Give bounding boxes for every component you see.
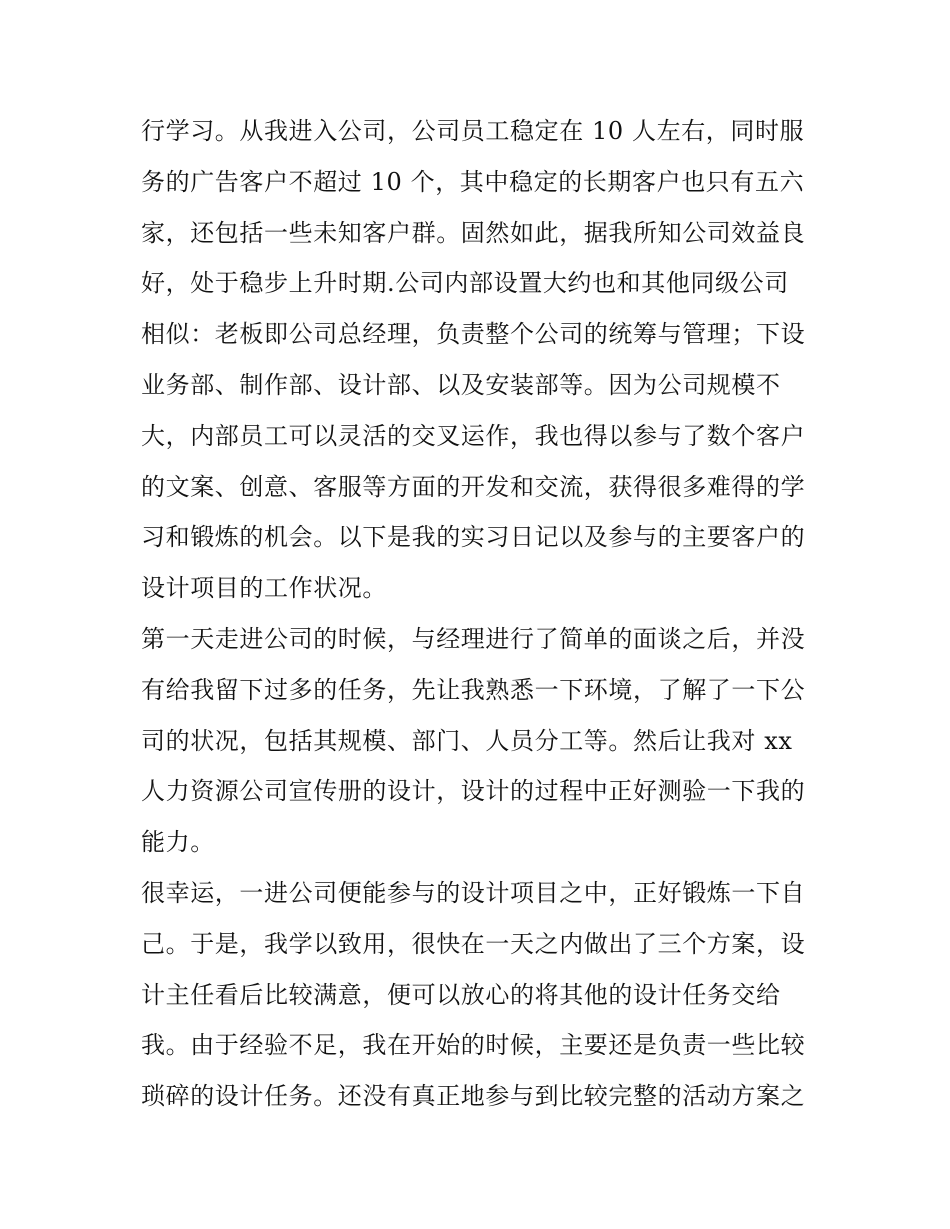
text-line: 人力资源公司宣传册的设计，设计的过程中正好测验一下我的 <box>141 777 806 806</box>
text-line: 设计项目的工作状况。 <box>141 574 387 603</box>
text-line: 司的状况，包括其规模、部门、人员分工等。然后让我对 xx <box>141 726 793 755</box>
text-line: 第一天走进公司的时候，与经理进行了简单的面谈之后，并没 <box>141 624 806 653</box>
text-line: 有给我留下过多的任务，先让我熟悉一下环境，了解了一下公 <box>141 675 806 704</box>
text-line: 大，内部员工可以灵活的交叉运作，我也得以参与了数个客户 <box>141 421 806 450</box>
text-line: 相似：老板即公司总经理，负责整个公司的统筹与管理；下设 <box>141 320 806 349</box>
text-line: 计主任看后比较满意，便可以放心的将其他的设计任务交给 <box>141 980 781 1009</box>
text-line: 己。于是，我学以致用，很快在一天之内做出了三个方案，设 <box>141 929 806 958</box>
text-line: 好，处于稳步上升时期.公司内部设置大约也和其他同级公司 <box>141 269 789 298</box>
text-line: 的文案、创意、客服等方面的开发和交流，获得很多难得的学 <box>141 472 806 501</box>
text-line: 行学习。从我进入公司，公司员工稳定在 10 人左右，同时服 <box>141 117 805 145</box>
text-line: 我。由于经验不足，我在开始的时候，主要还是负责一些比较 <box>141 1031 806 1060</box>
text-line: 琐碎的设计任务。还没有真正地参与到比较完整的活动方案之 <box>141 1082 806 1111</box>
text-line: 业务部、制作部、设计部、以及安装部等。因为公司规模不 <box>141 370 781 399</box>
document-body <box>141 106 821 1122</box>
text-line: 能力。 <box>141 828 215 857</box>
text-line: 务的广告客户不超过 10 个，其中稳定的长期客户也只有五六 <box>141 167 805 196</box>
text-line: 家，还包括一些未知客户群。固然如此，据我所知公司效益良 <box>141 218 806 247</box>
text-line: 习和锻炼的机会。以下是我的实习日记以及参与的主要客户的 <box>141 523 806 552</box>
text-line: 很幸运，一进公司便能参与的设计项目之中，正好锻炼一下自 <box>141 878 806 907</box>
